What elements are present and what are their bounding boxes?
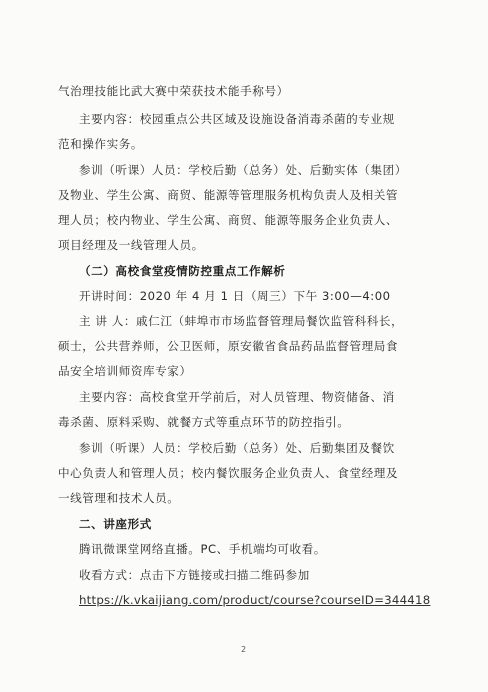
section-heading: 二、讲座形式 xyxy=(79,517,152,531)
paragraph-line: 项目经理及一线管理人员。 xyxy=(58,238,204,252)
speaker-line: 硕士，公共营养师，公卫医师，原安徽省食品药品监督管理局食 xyxy=(58,339,399,353)
paragraph-line: 主要内容：高校食堂开学前后，对人员管理、物资储备、消 xyxy=(79,390,395,404)
section-heading: （二）高校食堂疫情防控重点工作解析 xyxy=(79,264,286,278)
paragraph-line: 理人员；校内物业、学生公寓、商贸、能源等服务企业负责人、 xyxy=(58,213,399,227)
paragraph-line: 参训（听课）人员：学校后勤（总务）处、后勤集团及餐饮 xyxy=(79,441,395,455)
paragraph-line: 中心负责人和管理人员；校内餐饮服务企业负责人、食堂经理及 xyxy=(58,466,399,480)
paragraph-line: 气治理技能比武大赛中荣获技术能手称号） xyxy=(58,84,289,98)
paragraph-line: 及物业、学生公寓、商贸、能源等管理服务机构负责人及相关管 xyxy=(58,188,399,202)
paragraph-line: 一线管理和技术人员。 xyxy=(58,491,180,505)
paragraph-line: 收看方式：点击下方链接或扫描二维码参加 xyxy=(79,568,310,582)
course-link[interactable]: https://k.vkaijiang.com/product/course?courseID=344418 xyxy=(79,593,431,607)
schedule-line: 开讲时间：2020 年 4 月 1 日（周三）下午 3:00—4:00 xyxy=(79,289,391,303)
paragraph-line: 参训（听课）人员：学校后勤（总务）处、后勤实体（集团） xyxy=(79,163,407,177)
paragraph-line: 腾讯微课堂网络直播。PC、手机端均可收看。 xyxy=(79,542,326,556)
speaker-line: 主 讲 人：戚仁江（蚌埠市市场监督管理局餐饮监管科科长， xyxy=(79,314,404,328)
paragraph-line: 主要内容：校园重点公共区域及设施设备消毒杀菌的专业规 xyxy=(79,112,395,126)
paragraph-line: 毒杀菌、原料采购、就餐方式等重点环节的防控指引。 xyxy=(58,415,350,429)
page-number: 2 xyxy=(241,645,247,654)
speaker-line: 品安全培训师资库专家） xyxy=(58,364,192,378)
paragraph-line: 范和操作实务。 xyxy=(58,137,144,151)
